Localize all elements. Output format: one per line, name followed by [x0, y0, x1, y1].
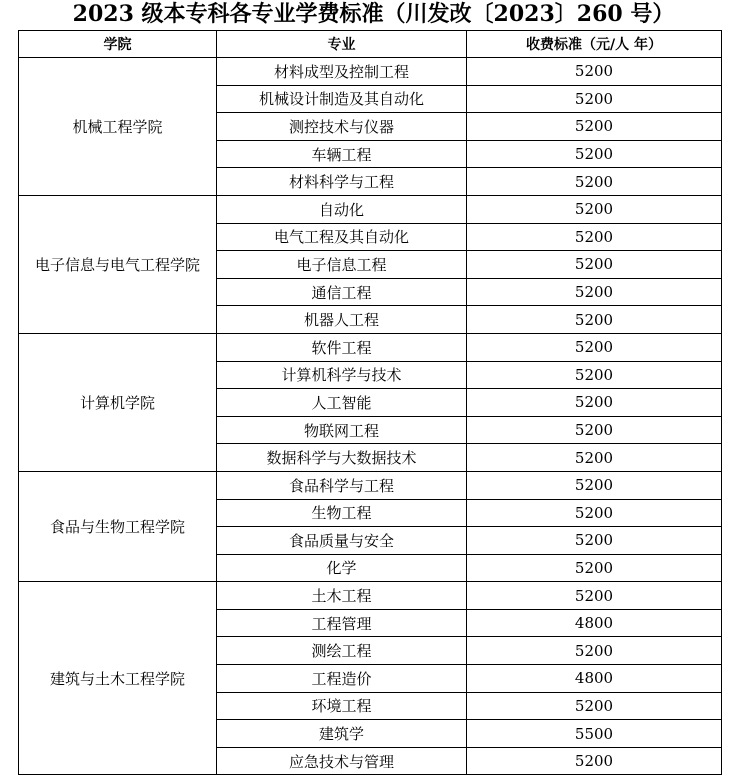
fee-cell: 5200	[467, 223, 722, 251]
major-cell: 工程造价	[217, 665, 467, 693]
major-cell: 材料科学与工程	[217, 168, 467, 196]
fee-cell: 5200	[467, 499, 722, 527]
fee-cell: 5200	[467, 527, 722, 555]
fee-cell: 5200	[467, 85, 722, 113]
major-cell: 机械设计制造及其自动化	[217, 85, 467, 113]
fee-cell: 5200	[467, 168, 722, 196]
major-cell: 通信工程	[217, 278, 467, 306]
fee-cell: 5200	[467, 251, 722, 279]
major-cell: 工程管理	[217, 609, 467, 637]
major-cell: 应急技术与管理	[217, 747, 467, 775]
fee-cell: 5200	[467, 692, 722, 720]
major-cell: 车辆工程	[217, 140, 467, 168]
major-cell: 测控技术与仪器	[217, 113, 467, 141]
major-cell: 生物工程	[217, 499, 467, 527]
major-cell: 化学	[217, 554, 467, 582]
header-fee: 收费标准（元/人 年）	[467, 31, 722, 58]
fee-cell: 5200	[467, 195, 722, 223]
college-cell: 计算机学院	[19, 333, 217, 471]
fee-cell: 5200	[467, 333, 722, 361]
table-row	[19, 58, 722, 86]
fee-cell: 5200	[467, 444, 722, 472]
header-college: 学院	[19, 31, 217, 58]
fee-cell: 5200	[467, 361, 722, 389]
fee-cell: 5200	[467, 747, 722, 775]
fee-cell: 5200	[467, 554, 722, 582]
major-cell: 食品科学与工程	[217, 471, 467, 499]
fee-cell: 5200	[467, 278, 722, 306]
fee-cell: 5200	[467, 306, 722, 334]
major-cell: 计算机科学与技术	[217, 361, 467, 389]
college-cell: 机械工程学院	[19, 58, 217, 196]
college-cell: 电子信息与电气工程学院	[19, 195, 217, 333]
fee-cell: 5200	[467, 389, 722, 417]
fee-cell: 5200	[467, 140, 722, 168]
major-cell: 建筑学	[217, 720, 467, 748]
fee-cell: 5200	[467, 416, 722, 444]
fee-cell: 5200	[467, 637, 722, 665]
fee-cell: 5200	[467, 582, 722, 610]
major-cell: 数据科学与大数据技术	[217, 444, 467, 472]
major-cell: 材料成型及控制工程	[217, 58, 467, 86]
major-cell: 环境工程	[217, 692, 467, 720]
fee-table	[18, 30, 722, 775]
college-cell: 建筑与土木工程学院	[19, 582, 217, 775]
major-cell: 自动化	[217, 195, 467, 223]
major-cell: 电气工程及其自动化	[217, 223, 467, 251]
college-cell: 食品与生物工程学院	[19, 471, 217, 581]
major-cell: 土木工程	[217, 582, 467, 610]
header-major: 专业	[217, 31, 467, 58]
table-row	[19, 333, 722, 361]
fee-cell: 5200	[467, 471, 722, 499]
major-cell: 物联网工程	[217, 416, 467, 444]
fee-cell: 4800	[467, 609, 722, 637]
document-title: 2023 级本专科各专业学费标准（川发改〔2023〕260 号）	[72, 1, 675, 27]
major-cell: 测绘工程	[217, 637, 467, 665]
major-cell: 人工智能	[217, 389, 467, 417]
table-row	[19, 471, 722, 499]
major-cell: 食品质量与安全	[217, 527, 467, 555]
major-cell: 软件工程	[217, 333, 467, 361]
fee-cell: 4800	[467, 665, 722, 693]
table-row	[19, 582, 722, 610]
major-cell: 机器人工程	[217, 306, 467, 334]
table-body	[19, 58, 722, 775]
fee-cell: 5500	[467, 720, 722, 748]
table-row	[19, 195, 722, 223]
major-cell: 电子信息工程	[217, 251, 467, 279]
table-header-row	[19, 31, 722, 58]
fee-cell: 5200	[467, 113, 722, 141]
fee-cell: 5200	[467, 58, 722, 86]
